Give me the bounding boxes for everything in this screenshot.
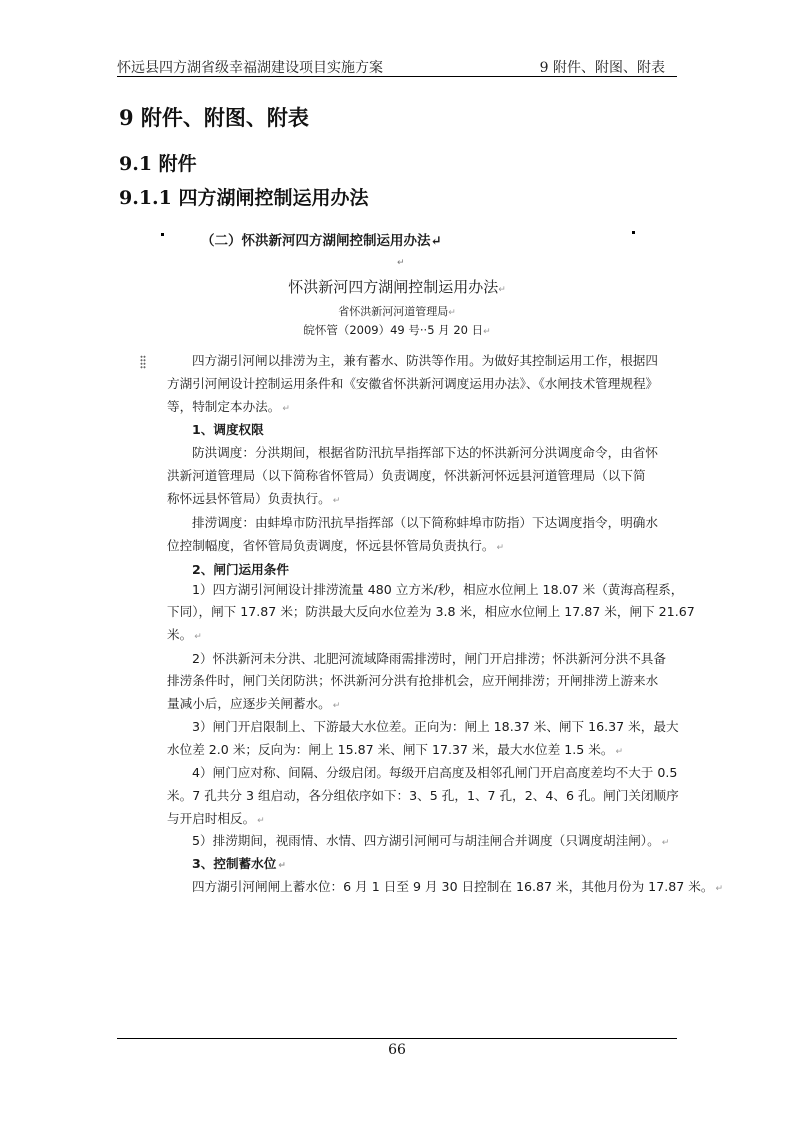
body-text-line: 水位差 2.0 米；反向为：闸上 15.87 米、闸下 17.37 米，最大水位差 1.5 米。 ↵ <box>167 742 623 757</box>
body-text-line: 四方湖引河闸以排涝为主，兼有蓄水、防洪等作用。为做好其控制运用工作，根据四 <box>192 353 658 368</box>
body-text-line: 4）闸门应对称、间隔、分级启闭。每级开启高度及相邻孔闸门开启高度差均不大于 0.5 <box>192 765 678 780</box>
body-text-line: 2）怀洪新河未分洪、北肥河流域降雨需排涝时，闸门开启排涝；怀洪新河分洪不具备 <box>192 651 666 666</box>
paragraph-mark-icon: ↵ <box>278 861 286 871</box>
header-document-title: 怀远县四方湖省级幸福湖建设项目实施方案 <box>117 60 383 76</box>
issuing-organization: 省怀洪新河河道管理局↵ <box>338 305 456 318</box>
paragraph-mark-icon: ↵ <box>661 838 670 848</box>
paragraph-mark-icon: ↵ <box>282 404 290 414</box>
paragraph-mark-icon: ↵ <box>194 632 202 642</box>
body-text-line: 方湖引河闸设计控制运用条件和《安徽省怀洪新河调度运用办法》、《水闸技术管理规程》 <box>167 376 659 391</box>
paragraph-mark-icon: ↵ <box>332 701 341 711</box>
paragraph-mark-icon: ↵ <box>332 496 341 506</box>
body-text-line: 量减小后，应逐步关闸蓄水。 ↵ <box>167 696 341 711</box>
body-text-line: 米。7 孔共分 3 组启动，各分组依序如下：3、5 孔，1、7 孔，2、4、6 孔。闸门关闭顺序 <box>167 788 679 803</box>
paragraph-mark-icon: ↵ <box>397 258 405 268</box>
body-text-line: 5）排涝期间，视雨情、水情、四方湖引河闸可与胡洼闸合并调度（只调度胡洼闸）。 ↵ <box>192 833 670 848</box>
clause-heading: 2、闸门运用条件 <box>192 562 289 577</box>
header-chapter-title: 9 附件、附图、附表 <box>539 60 665 76</box>
scan-section-title: （二）怀洪新河四方湖闸控制运用办法↵ <box>201 233 442 249</box>
body-text-line: 与开启时相反。 ↵ <box>167 811 265 826</box>
page-number: 66 <box>388 1042 406 1058</box>
body-text-line: 下同），闸下 17.87 米；防洪最大反向水位差为 3.8 米，相应水位闸上 17.87 米，闸下 21.67 <box>167 604 695 619</box>
document-number: 皖怀管（2009）49 号··5 月 20 日↵ <box>303 323 491 337</box>
section-heading: 9.1 附件 <box>119 153 197 175</box>
body-text-line: 等，特制定本办法。 ↵ <box>167 399 290 414</box>
body-text-line: 洪新河道管理局（以下简称省怀管局）负责调度，怀洪新河怀远县河道管理局（以下简 <box>167 468 646 483</box>
body-text-line: 3）闸门开启限制上、下游最大水位差。正向为：闸上 18.37 米、闸下 16.37 米，最大 <box>192 719 679 734</box>
body-text-line: 排涝条件时，闸门关闭防洪；怀洪新河分洪有抢排机会，应开闸排涝；开闸排涝上游来水 <box>167 673 659 688</box>
paragraph-mark-icon: ↵ <box>715 884 723 894</box>
paragraph-mark-icon: ↵ <box>615 747 623 757</box>
body-text-line: 1）四方湖引河闸设计排涝流量 480 立方米/秒，相应水位闸上 18.07 米（黄海高程系， <box>192 582 684 597</box>
subsection-heading: 9.1.1 四方湖闸控制运用办法 <box>119 187 369 209</box>
regulation-title: 怀洪新河四方湖闸控制运用办法↵ <box>288 278 506 296</box>
body-text-line: 米。 ↵ <box>167 627 202 642</box>
body-text-line: 排涝调度：由蚌埠市防汛抗旱指挥部（以下简称蚌埠市防指）下达调度指令，明确水 <box>192 515 658 530</box>
body-text-line: 位控制幅度，省怀管局负责调度，怀远县怀管局负责执行。 ↵ <box>167 538 504 553</box>
clause-heading: 1、调度权限 <box>192 422 264 437</box>
paragraph-mark-icon: ↵ <box>257 816 265 826</box>
chapter-heading: 9 附件、附图、附表 <box>119 105 309 130</box>
clause-heading: 3、控制蓄水位 ↵ <box>192 856 286 871</box>
body-text-line: 防洪调度：分洪期间，根据省防汛抗旱指挥部下达的怀洪新河分洪调度命令，由省怀 <box>192 445 658 460</box>
footer-rule <box>117 1038 677 1039</box>
body-text-line: 四方湖引河闸闸上蓄水位：6 月 1 日至 9 月 30 日控制在 16.87 米，其他月份为 17.87 米。 ↵ <box>192 879 723 894</box>
paragraph-mark-icon: ↵ <box>496 543 504 553</box>
body-text-line: 称怀远县怀管局）负责执行。 ↵ <box>167 491 341 506</box>
